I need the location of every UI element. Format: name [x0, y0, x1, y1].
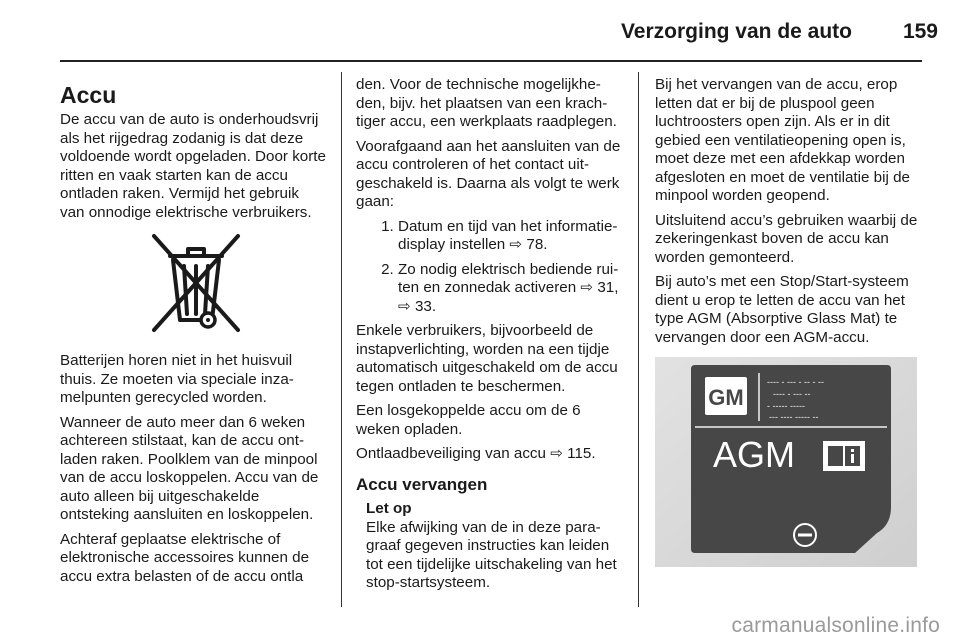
- gm-logo-text: GM: [708, 385, 744, 410]
- spec-line: ---- - --- - -- - --: [767, 377, 824, 387]
- paragraph: Enkele verbruikers, bijvoorbeeld de instapverlichting, worden na een tijdje automatisch uitgeschakeld om de accu tegen ontladen te beschermen.: [356, 322, 618, 395]
- subsection-heading: Accu vervangen: [356, 474, 488, 494]
- agm-label: AGM: [713, 434, 796, 475]
- watermark: carmanualsonline.info: [731, 614, 940, 637]
- note-text: Elke afwijking van de in deze paragraaf gegeven instructies kan leiden tot een tijdelijke uitschakeling van het stop-startsysteem.: [366, 518, 617, 591]
- list-item: 2. Zo nodig elektrisch bediende ruiten en zonnedak activeren ⇨ 31, ⇨ 33.: [398, 261, 624, 317]
- paragraph: Uitsluitend accu’s gebruiken waarbij de zekeringenkast boven de accu kan worden gemonteerd.: [655, 211, 918, 266]
- header-title: Verzorging van de auto: [620, 20, 852, 43]
- paragraph: Ontlaadbeveiliging van accu ⇨ 115.: [356, 445, 596, 462]
- steps-list: [356, 218, 624, 317]
- paragraph: Achteraf geplaatse elektrische of elektronische accessoires kunnen de accu extra belasten of de accu ontla: [60, 530, 310, 585]
- column-separator-1: [341, 72, 342, 607]
- spec-line: --- ---- ----- --: [769, 412, 819, 422]
- page-number: 159: [902, 20, 938, 43]
- paragraph: den. Voor de technische mogelijkheden, bijv. het plaatsen van een krachtiger accu, een werkplaats raadplegen.: [356, 76, 617, 130]
- agm-battery-label-photo: [655, 357, 917, 567]
- paragraph: Een losgekoppelde accu om de 6 weken opladen.: [356, 402, 581, 438]
- column-1: [60, 82, 326, 592]
- list-item: 1. Datum en tijd van het informatiedisplay instellen ⇨ 78.: [398, 218, 624, 255]
- header-rule: [60, 60, 922, 62]
- paragraph: Voorafgaand aan het aansluiten van de accu controleren of het contact uitgeschakeld is. Daarna als volgt te werk gaan:: [356, 137, 621, 210]
- paragraph: Bij het vervangen van de accu, erop letten dat er bij de pluspool geen luchtroosters open zijn. Als er in dit gebied een ventilatieopening open is, moet deze met een afdekkap worden afgesloten en moet de ventilatie bij de minpool worden geopend.: [655, 76, 910, 204]
- paragraph: Batterijen horen niet in het huisvuil thuis. Ze moeten via speciale inzamelpunten gerecycled worden.: [60, 352, 294, 406]
- crossed-out-wheelie-bin-icon: [148, 232, 244, 334]
- column-separator-2: [638, 72, 639, 607]
- paragraph: Wanneer de auto meer dan 6 weken achtereen stilstaat, kan de accu ontladen raken. Poolklem van de minpool van de accu loskoppelen. Accu van de auto alleen bij uitgeschakelde ontsteking aansluiten en loskoppelen.: [60, 413, 319, 523]
- spec-line: - ----- -----: [767, 401, 805, 411]
- section-heading-accu: Accu: [60, 82, 117, 108]
- paragraph: De accu van de auto is onderhoudsvrij als het rijgedrag zodanig is dat deze voldoende wordt opgeladen. Door korte ritten en vaak starten kan de accu ontladen raken. Vermijd het gebruik van onnodige elektrische verbruikers.: [60, 111, 326, 221]
- spec-line: ---- - --- --: [773, 389, 811, 399]
- note-label: Let op: [366, 500, 412, 517]
- note-block: [356, 500, 624, 593]
- manual-book-icon: [823, 441, 865, 471]
- paragraph: Bij auto’s met een Stop/Start-systeem dient u erop te letten de accu van het type AGM (Absorptive Glass Mat) te vervangen door een AGM-accu.: [655, 273, 909, 346]
- column-3: [655, 76, 923, 567]
- column-2: [356, 76, 624, 593]
